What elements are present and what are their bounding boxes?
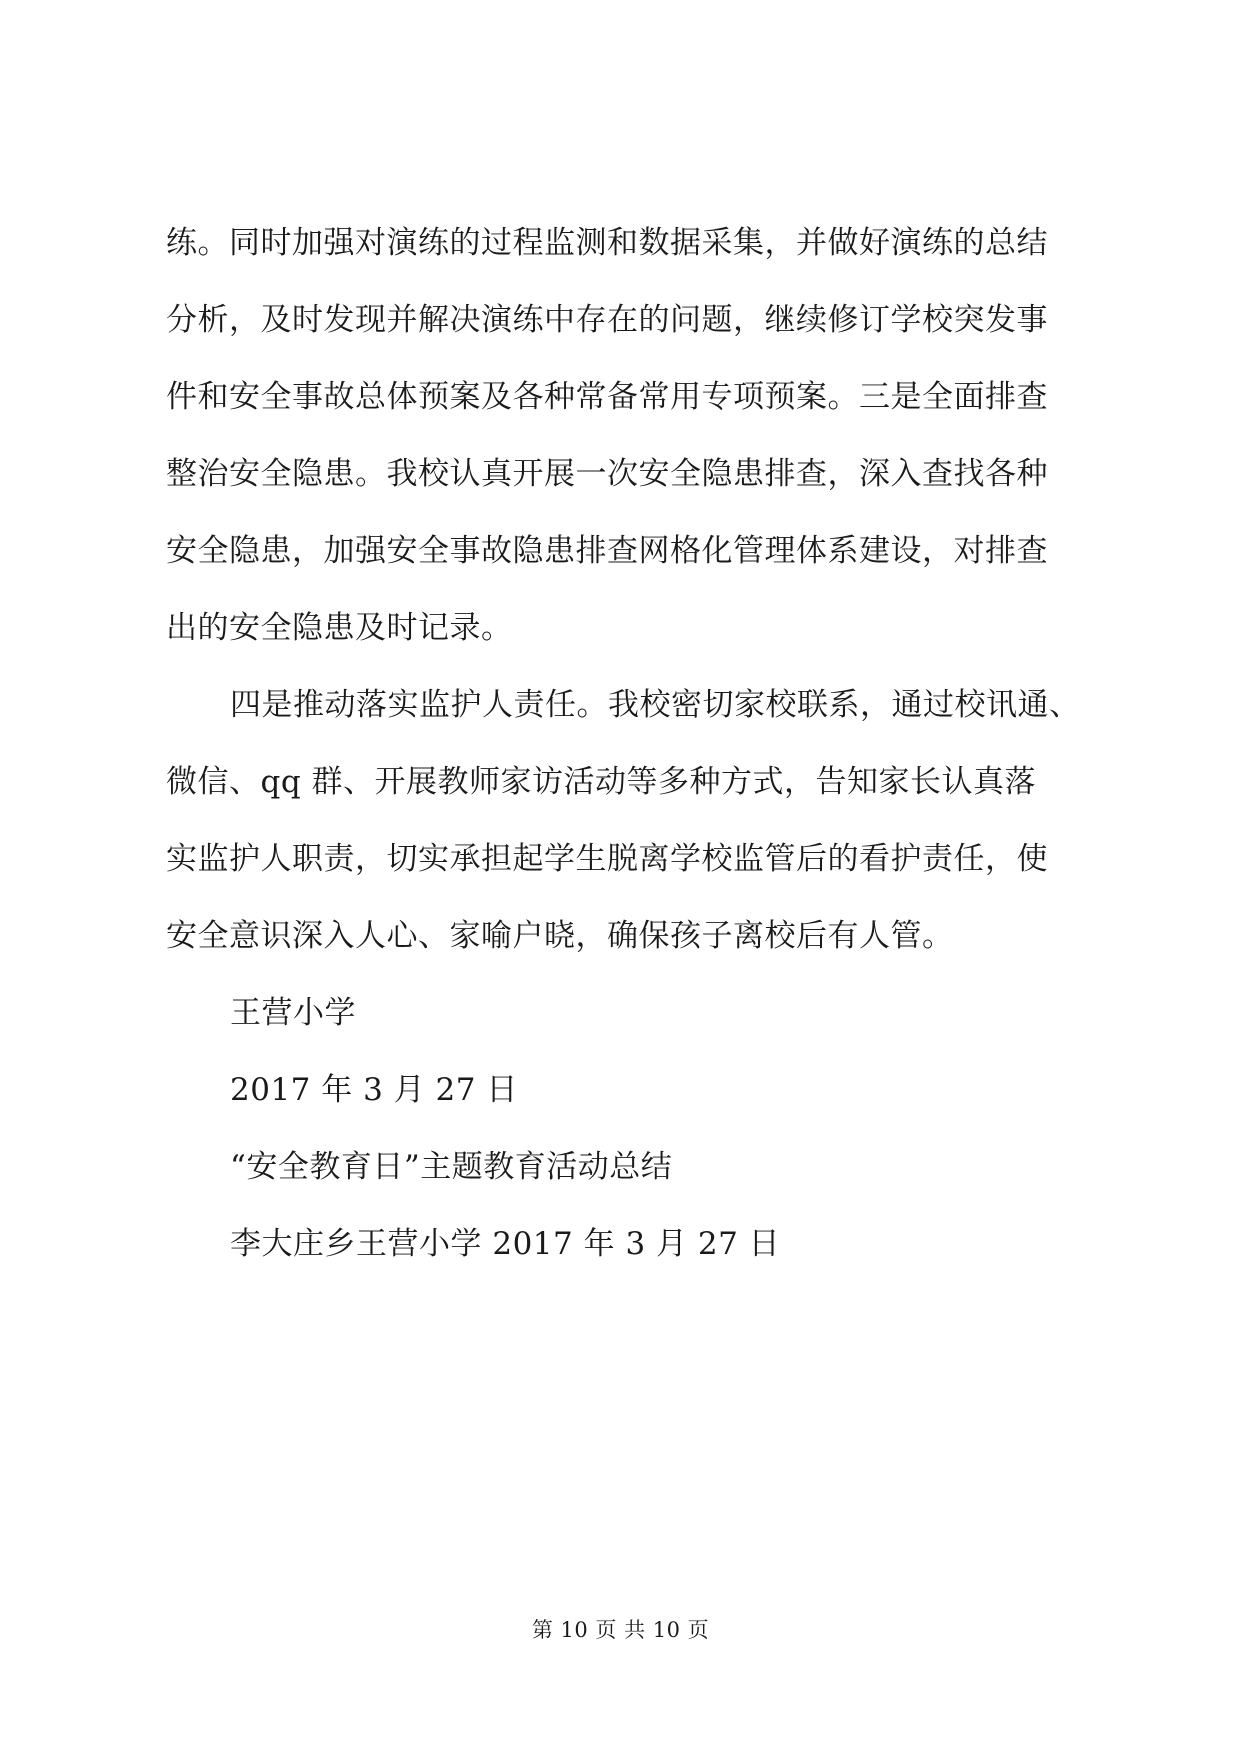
paragraph-line: 安全意识深入人心、家喻户晓，确保孩子离校后有人管。 [166, 918, 954, 954]
summary-signature: 李大庄乡王营小学 2017 年 3 月 27 日 [230, 1226, 781, 1262]
page-footer: 第 10 页 共 10 页 [531, 1618, 710, 1642]
paragraph-line: 件和安全事故总体预案及各种常备常用专项预案。三是全面排查 [166, 379, 1048, 415]
paragraph-line: 出的安全隐患及时记录。 [166, 610, 513, 646]
paragraph-line: 整治安全隐患。我校认真开展一次安全隐患排查，深入查找各种 [166, 456, 1048, 492]
signature-school: 王营小学 [230, 995, 356, 1031]
signature-date: 2017 年 3 月 27 日 [230, 1072, 518, 1108]
summary-title: “安全教育日”主题教育活动总结 [230, 1149, 673, 1185]
paragraph-line: 四是推动落实监护人责任。我校密切家校联系，通过校讯通、 [230, 687, 1081, 723]
paragraph-line: 练。同时加强对演练的过程监测和数据采集，并做好演练的总结 [166, 225, 1048, 261]
body-text [166, 205, 1090, 1283]
paragraph-line: 分析，及时发现并解决演练中存在的问题，继续修订学校突发事 [166, 302, 1048, 338]
paragraph-line: 安全隐患，加强安全事故隐患排查网格化管理体系建设，对排查 [166, 533, 1048, 569]
paragraph-line: 实监护人职责，切实承担起学生脱离学校监管后的看护责任，使 [166, 841, 1048, 877]
paragraph-line: 微信、qq 群、开展教师家访活动等多种方式，告知家长认真落 [166, 764, 1037, 800]
